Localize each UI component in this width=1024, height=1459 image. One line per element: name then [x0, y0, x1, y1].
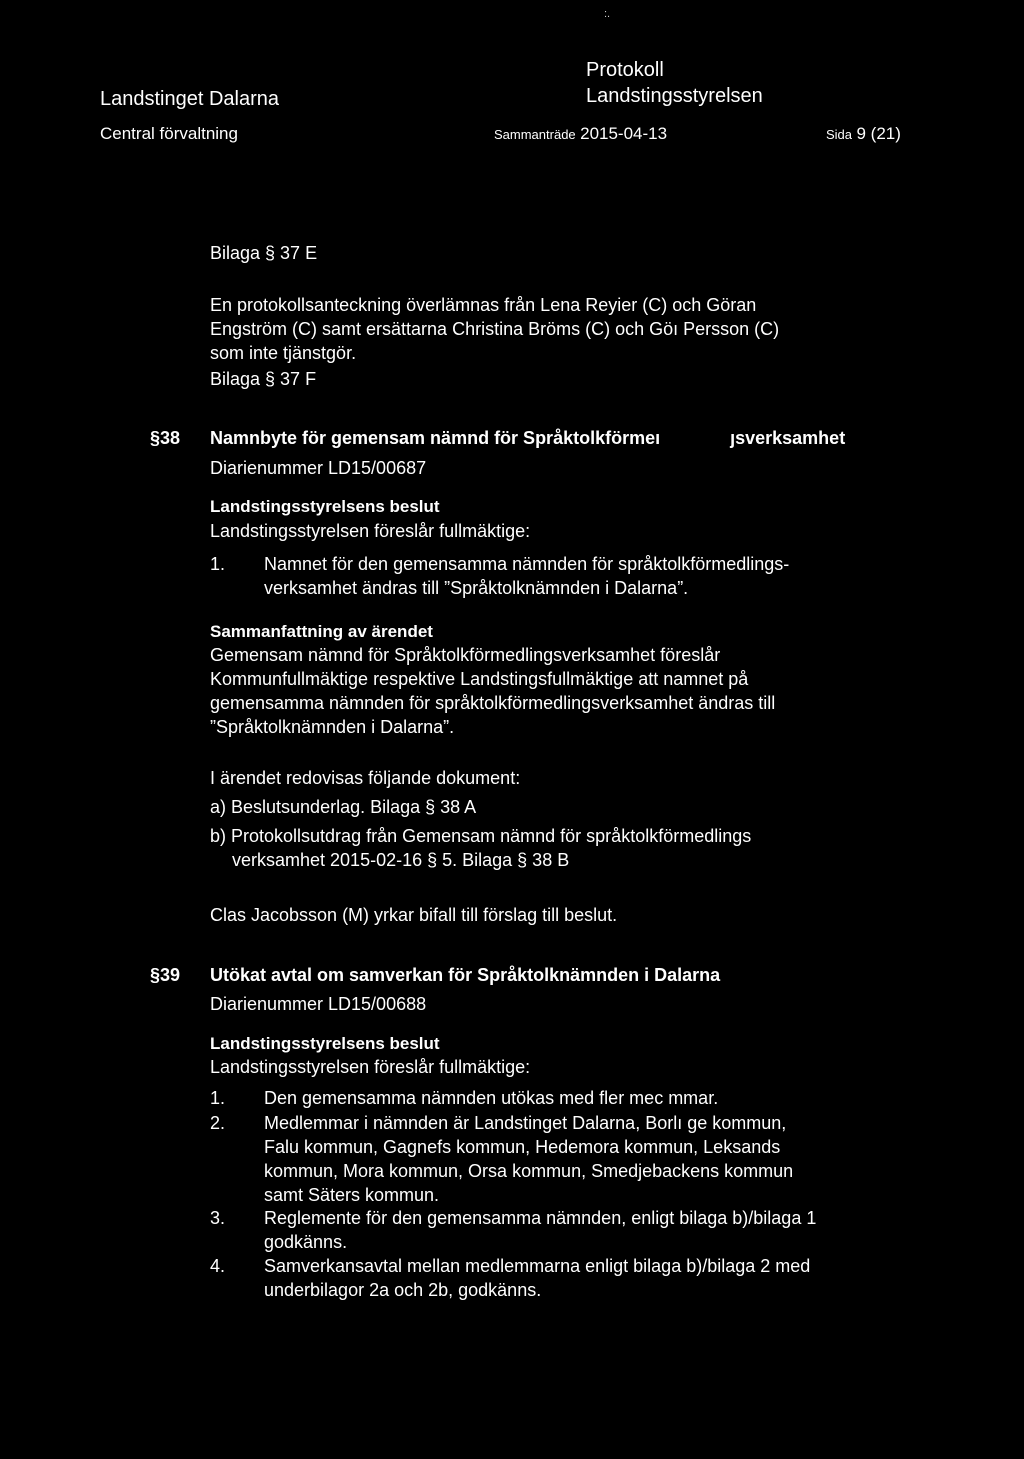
section-38-decision-heading: Landstingsstyrelsens beslut: [210, 497, 440, 516]
meeting-info: [494, 124, 667, 144]
doc-type: Protokoll: [586, 59, 664, 81]
section-38-number: §38: [150, 428, 181, 448]
board-name: Landstingsstyrelsen: [586, 85, 763, 107]
decision-item-line: kommun, Mora kommun, Orsa kommun, Smedjebackens kommun: [264, 1161, 794, 1181]
decision-item-line: godkänns.: [264, 1232, 348, 1252]
note-line: som inte tjänstgör.: [210, 343, 357, 363]
section-39-title: Utökat avtal om samverkan för Språktolknämnden i Dalarna: [210, 965, 721, 985]
motion-text: Clas Jacobsson (M) yrkar bifall till förslag till beslut.: [210, 905, 618, 925]
section-38-summary-heading: Sammanfattning av ärendet: [210, 622, 433, 641]
meeting-label: Sammanträde: [494, 127, 576, 142]
decision-item-number: 3.: [210, 1208, 226, 1228]
section-39-decision-intro: Landstingsstyrelsen föreslår fullmäktige:: [210, 1057, 531, 1077]
section-38-title: [210, 428, 845, 449]
meeting-date: 2015-04-13: [580, 124, 668, 143]
bilaga-37e: Bilaga § 37 E: [210, 243, 318, 263]
doc-item-line: a) Beslutsunderlag. Bilaga § 38 A: [210, 797, 477, 817]
decision-item-line: underbilagor 2a och 2b, godkänns.: [264, 1280, 542, 1300]
page-number: [826, 124, 901, 144]
decision-item-number: 2.: [210, 1113, 226, 1133]
section-38-diarie: Diarienummer LD15/00687: [210, 458, 427, 478]
bilaga-37f: Bilaga § 37 F: [210, 369, 317, 389]
decision-item-line: Medlemmar i nämnden är Landstinget Dalarna, Borlı ge kommun,: [264, 1113, 787, 1133]
section-38-title-part1: Namnbyte för gemensam nämnd för Språktolkförmeı: [210, 428, 661, 448]
summary-line: Kommunfullmäktige respektive Landstingsfullmäktige att namnet på: [210, 669, 749, 689]
section-39-diarie: Diarienummer LD15/00688: [210, 994, 427, 1014]
section-39-number: §39: [150, 965, 181, 985]
decision-item-line: Den gemensamma nämnden utökas med fler mec mmar.: [264, 1088, 719, 1108]
summary-line: ”Språktolknämnden i Dalarna”.: [210, 717, 455, 737]
doc-item-line: verksamhet 2015-02-16 § 5. Bilaga § 38 B: [232, 850, 570, 870]
page-label: Sida: [826, 127, 853, 142]
summary-line: Gemensam nämnd för Språktolkförmedlingsverksamhet föreslår: [210, 645, 721, 665]
decision-item-line: samt Säters kommun.: [264, 1185, 440, 1205]
decision-item-line: verksamhet ändras till ”Språktolknämnden i Dalarna”.: [264, 578, 689, 598]
docs-intro: I ärendet redovisas följande dokument:: [210, 768, 521, 788]
decision-item-line: Namnet för den gemensamma nämnden för språktolkförmedlings-: [264, 554, 790, 574]
page-value: 9 (21): [856, 124, 901, 143]
department: Central förvaltning: [100, 124, 238, 143]
note-line: En protokollsanteckning överlämnas från Lena Reyier (C) och Göran: [210, 295, 757, 315]
summary-line: gemensamma nämnden för språktolkförmedlingsverksamhet ändras till: [210, 693, 776, 713]
decision-item-line: Samverkansavtal mellan medlemmarna enligt bilaga b)/bilaga 2 med: [264, 1256, 811, 1276]
decision-item-line: Reglemente för den gemensamma nämnden, enligt bilaga b)/bilaga 1: [264, 1208, 817, 1228]
decision-item-number: 4.: [210, 1256, 226, 1276]
scan-mark: :.: [604, 8, 611, 20]
doc-item-line: b) Protokollsutdrag från Gemensam nämnd för språktolkförmedlings: [210, 826, 752, 846]
decision-item-line: Falu kommun, Gagnefs kommun, Hedemora kommun, Leksands: [264, 1137, 781, 1157]
note-line: Engström (C) samt ersättarna Christina Bröms (C) och Göı Persson (C): [210, 319, 780, 339]
decision-item-number: 1.: [210, 1088, 226, 1108]
decision-item-number: 1.: [210, 554, 226, 574]
org-name: Landstinget Dalarna: [100, 88, 280, 110]
section-38-decision-intro: Landstingsstyrelsen föreslår fullmäktige:: [210, 521, 531, 541]
section-38-title-part2: ȷsverksamhet: [730, 428, 846, 448]
section-39-decision-heading: Landstingsstyrelsens beslut: [210, 1034, 440, 1053]
